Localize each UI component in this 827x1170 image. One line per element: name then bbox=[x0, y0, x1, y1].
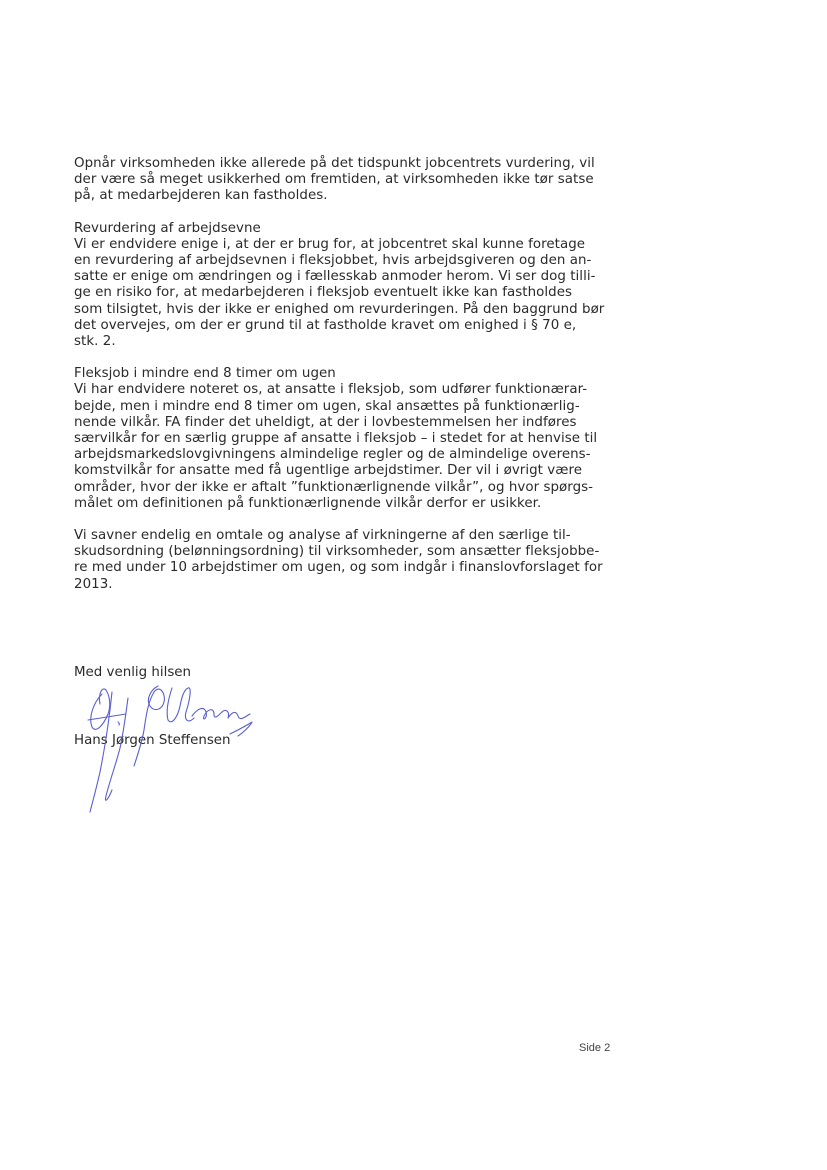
text-line: 2013. bbox=[74, 576, 113, 592]
letter-body bbox=[74, 156, 634, 593]
paragraph-fleksjob bbox=[74, 366, 634, 512]
text-line: komstvilkår for ansatte med få ugentlige arbejdstimer. Der vil i øvrigt være bbox=[74, 463, 583, 479]
closing-greeting: Med venlig hilsen bbox=[74, 665, 192, 680]
text-line: målet om definitionen på funktionærlignende vilkår derfor er usikker. bbox=[74, 495, 542, 511]
text-line: en revurdering af arbejdsevnen i fleksjobbet, hvis arbejdsgiveren og den an- bbox=[74, 253, 592, 269]
text-line: Vi savner endelig en omtale og analyse af virkningerne af den særlige til- bbox=[74, 528, 571, 544]
text-line: nende vilkår. FA finder det uheldigt, at der i lovbestemmelsen her indføres bbox=[74, 414, 577, 430]
page-number: Side 2 bbox=[579, 1042, 611, 1054]
text-line: re med under 10 arbejdstimer om ugen, og som indgår i finanslovforslaget for bbox=[74, 560, 603, 576]
text-line: bejde, men i mindre end 8 timer om ugen, skal ansættes på funktionærlig- bbox=[74, 398, 580, 414]
paragraph-intro bbox=[74, 156, 634, 205]
handwritten-signature bbox=[80, 672, 270, 822]
text-line: satte er enige om ændringen og i fællesskab anmoder herom. Vi ser dog tilli- bbox=[74, 269, 596, 285]
text-line: arbejdsmarkedslovgivningens almindelige regler og de almindelige overens- bbox=[74, 447, 591, 463]
signer-name: Hans Jørgen Steffensen bbox=[74, 733, 231, 748]
text-line: særvilkår for en særlig gruppe af ansatte i fleksjob – i stedet for at henvise til bbox=[74, 431, 598, 447]
text-line: Vi er endvidere enige i, at der er brug for, at jobcentret skal kunne foretage bbox=[74, 236, 586, 252]
text-line: stk. 2. bbox=[74, 334, 116, 350]
text-line: Opnår virksomheden ikke allerede på det tidspunkt jobcentrets vurdering, vil bbox=[74, 156, 595, 171]
text-line: områder, hvor der ikke er aftalt ”funktionærlignende vilkår”, og hvor spørgs- bbox=[74, 479, 594, 495]
text-line: skudsordning (belønningsordning) til virksomheder, som ansætter fleksjobbe- bbox=[74, 544, 600, 560]
text-line: på, at medarbejderen kan fastholdes. bbox=[74, 188, 328, 204]
text-line: det overvejes, om der er grund til at fastholde kravet om enighed i § 70 e, bbox=[74, 317, 577, 333]
text-line: som tilsigtet, hvis der ikke er enighed om revurderingen. På den baggrund bør bbox=[74, 301, 605, 317]
text-line: Vi har endvidere noteret os, at ansatte i fleksjob, som udfører funktionærar- bbox=[74, 382, 588, 398]
paragraph-revurdering bbox=[74, 221, 634, 351]
text-line: ge en risiko for, at medarbejderen i fleksjob eventuelt ikke kan fastholdes bbox=[74, 285, 573, 301]
section-heading: Fleksjob i mindre end 8 timer om ugen bbox=[74, 366, 336, 382]
text-line: der være så meget usikkerhed om fremtiden, at virksomheden ikke tør satse bbox=[74, 172, 594, 188]
section-heading: Revurdering af arbejdsevne bbox=[74, 220, 261, 236]
paragraph-tilskud bbox=[74, 528, 634, 593]
